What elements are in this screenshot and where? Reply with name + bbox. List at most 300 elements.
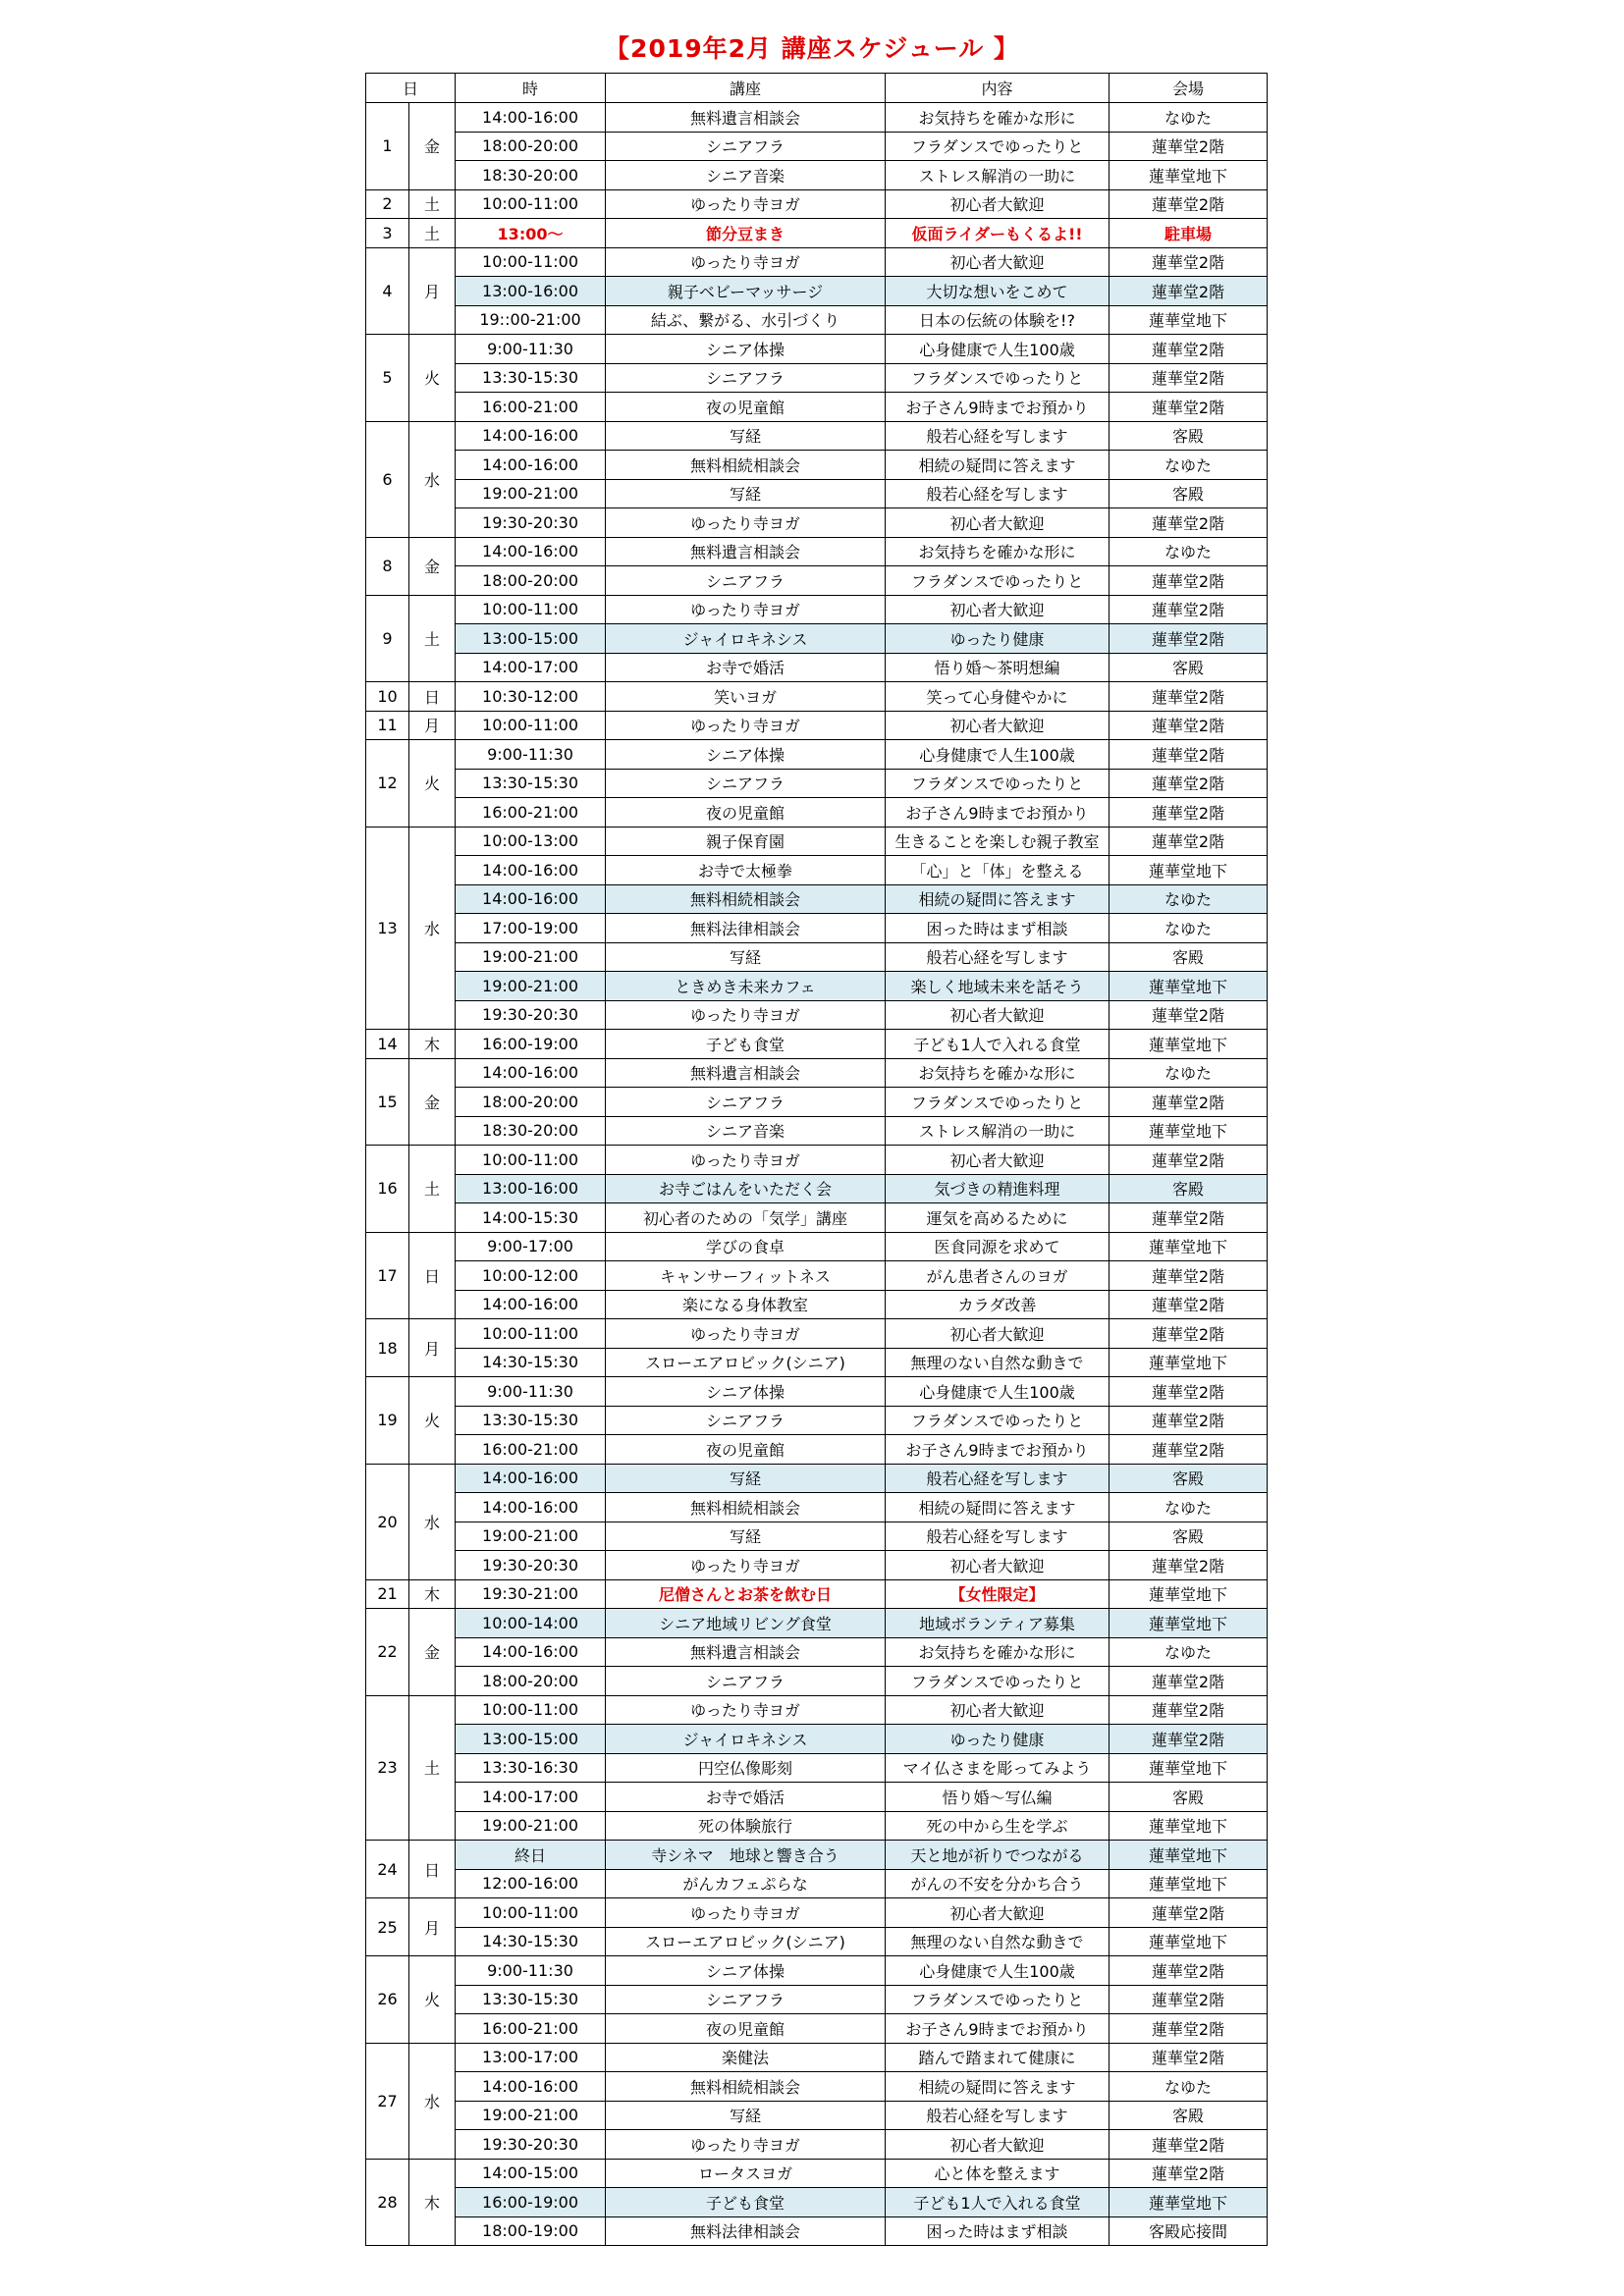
day-cell: 18 bbox=[366, 1319, 409, 1377]
content-cell: 初心者大歓迎 bbox=[886, 1551, 1110, 1580]
time-cell: 10:00-11:00 bbox=[456, 189, 606, 219]
time-cell: 16:00-21:00 bbox=[456, 393, 606, 422]
venue-cell: 蓮華堂2階 bbox=[1110, 1725, 1268, 1754]
venue-cell: 蓮華堂2階 bbox=[1110, 798, 1268, 828]
time-cell: 16:00-21:00 bbox=[456, 2014, 606, 2044]
table-row bbox=[366, 1522, 1268, 1551]
time-cell: 19:00-21:00 bbox=[456, 942, 606, 972]
venue-cell: 蓮華堂地下 bbox=[1110, 1927, 1268, 1956]
day-cell: 1 bbox=[366, 103, 409, 190]
venue-cell: 蓮華堂2階 bbox=[1110, 2159, 1268, 2188]
venue-cell: 蓮華堂2階 bbox=[1110, 827, 1268, 856]
venue-cell: 蓮華堂2階 bbox=[1110, 711, 1268, 740]
content-cell: 般若心経を写します bbox=[886, 479, 1110, 508]
course-cell: 無料法律相談会 bbox=[606, 914, 886, 943]
venue-cell: 蓮華堂地下 bbox=[1110, 1348, 1268, 1377]
time-cell: 14:30-15:30 bbox=[456, 1348, 606, 1377]
course-cell: 笑いヨガ bbox=[606, 682, 886, 712]
time-cell: 13:00-16:00 bbox=[456, 277, 606, 306]
table-row bbox=[366, 1203, 1268, 1233]
course-cell: 親子保育園 bbox=[606, 827, 886, 856]
time-cell: 9:00-17:00 bbox=[456, 1232, 606, 1261]
venue-cell: 蓮華堂地下 bbox=[1110, 1869, 1268, 1898]
content-cell: 心身健康で人生100歳 bbox=[886, 335, 1110, 364]
venue-cell: なゆた bbox=[1110, 914, 1268, 943]
table-row bbox=[366, 682, 1268, 712]
course-cell: 無料遺言相談会 bbox=[606, 537, 886, 566]
content-cell: ストレス解消の一助に bbox=[886, 1116, 1110, 1146]
day-cell: 4 bbox=[366, 247, 409, 335]
table-row bbox=[366, 711, 1268, 740]
course-cell: ゆったり寺ヨガ bbox=[606, 2130, 886, 2160]
weekday-cell: 土 bbox=[409, 219, 456, 248]
venue-cell: 蓮華堂地下 bbox=[1110, 972, 1268, 1001]
content-cell: 初心者大歓迎 bbox=[886, 1898, 1110, 1928]
day-cell: 6 bbox=[366, 421, 409, 537]
venue-cell: 蓮華堂地下 bbox=[1110, 1753, 1268, 1783]
table-row bbox=[366, 1667, 1268, 1696]
time-cell: 16:00-19:00 bbox=[456, 1030, 606, 1059]
weekday-cell: 火 bbox=[409, 335, 456, 422]
course-cell: ジャイロキネシス bbox=[606, 624, 886, 654]
weekday-cell: 土 bbox=[409, 189, 456, 219]
venue-cell: なゆた bbox=[1110, 103, 1268, 133]
time-cell: 14:00-16:00 bbox=[456, 537, 606, 566]
venue-cell: 蓮華堂2階 bbox=[1110, 1377, 1268, 1407]
table-row bbox=[366, 363, 1268, 393]
schedule-table bbox=[365, 73, 1268, 2246]
weekday-cell: 木 bbox=[409, 2159, 456, 2246]
course-cell: シニア体操 bbox=[606, 1956, 886, 1986]
course-cell: 写経 bbox=[606, 479, 886, 508]
weekday-cell: 金 bbox=[409, 1058, 456, 1146]
table-row bbox=[366, 566, 1268, 596]
table-row bbox=[366, 1811, 1268, 1841]
course-cell: 無料相続相談会 bbox=[606, 451, 886, 480]
time-cell: 13:30-15:30 bbox=[456, 1406, 606, 1435]
table-row bbox=[366, 1609, 1268, 1638]
content-cell: お子さん9時までお預かり bbox=[886, 798, 1110, 828]
course-cell: シニア地域リビング食堂 bbox=[606, 1609, 886, 1638]
course-cell: シニア体操 bbox=[606, 335, 886, 364]
content-cell: 相続の疑問に答えます bbox=[886, 451, 1110, 480]
venue-cell: 蓮華堂地下 bbox=[1110, 1579, 1268, 1609]
course-cell: ゆったり寺ヨガ bbox=[606, 1898, 886, 1928]
time-cell: 13:00-16:00 bbox=[456, 1174, 606, 1203]
venue-cell: 蓮華堂2階 bbox=[1110, 508, 1268, 538]
content-cell: 大切な想いをこめて bbox=[886, 277, 1110, 306]
content-cell: 「心」と「体」を整える bbox=[886, 856, 1110, 885]
content-cell: お気持ちを確かな形に bbox=[886, 1637, 1110, 1667]
venue-cell: 蓮華堂地下 bbox=[1110, 2188, 1268, 2217]
day-cell: 17 bbox=[366, 1232, 409, 1319]
weekday-cell: 水 bbox=[409, 827, 456, 1030]
venue-cell: なゆた bbox=[1110, 1493, 1268, 1522]
venue-cell: 蓮華堂2階 bbox=[1110, 1551, 1268, 1580]
table-row bbox=[366, 1030, 1268, 1059]
weekday-cell: 日 bbox=[409, 1232, 456, 1319]
weekday-cell: 日 bbox=[409, 1841, 456, 1898]
venue-cell: 蓮華堂地下 bbox=[1110, 1030, 1268, 1059]
content-cell: 相続の疑問に答えます bbox=[886, 2072, 1110, 2102]
course-cell: シニア体操 bbox=[606, 1377, 886, 1407]
course-cell: お寺で婚活 bbox=[606, 1783, 886, 1812]
content-cell: 初心者大歓迎 bbox=[886, 247, 1110, 277]
time-cell: 9:00-11:30 bbox=[456, 1377, 606, 1407]
course-cell: 無料遺言相談会 bbox=[606, 103, 886, 133]
table-row bbox=[366, 972, 1268, 1001]
venue-cell: 蓮華堂地下 bbox=[1110, 161, 1268, 190]
day-cell: 13 bbox=[366, 827, 409, 1030]
course-cell: ときめき未来カフェ bbox=[606, 972, 886, 1001]
time-cell: 10:00-11:00 bbox=[456, 711, 606, 740]
venue-cell: 蓮華堂2階 bbox=[1110, 2014, 1268, 2044]
content-cell: 初心者大歓迎 bbox=[886, 595, 1110, 624]
content-cell: 般若心経を写します bbox=[886, 2101, 1110, 2130]
schedule-body bbox=[366, 103, 1268, 2246]
table-row bbox=[366, 451, 1268, 480]
day-cell: 19 bbox=[366, 1377, 409, 1465]
course-cell: 夜の児童館 bbox=[606, 798, 886, 828]
time-cell: 10:00-12:00 bbox=[456, 1261, 606, 1291]
day-cell: 14 bbox=[366, 1030, 409, 1059]
venue-cell: 客殿 bbox=[1110, 1464, 1268, 1493]
table-row bbox=[366, 1637, 1268, 1667]
venue-cell: 駐車場 bbox=[1110, 219, 1268, 248]
course-cell: 夜の児童館 bbox=[606, 393, 886, 422]
venue-cell: 客殿 bbox=[1110, 479, 1268, 508]
table-row bbox=[366, 1695, 1268, 1725]
venue-cell: 蓮華堂2階 bbox=[1110, 740, 1268, 770]
content-cell: フラダンスでゆったりと bbox=[886, 363, 1110, 393]
time-cell: 13:00-17:00 bbox=[456, 2043, 606, 2072]
content-cell: フラダンスでゆったりと bbox=[886, 1985, 1110, 2014]
venue-cell: 蓮華堂2階 bbox=[1110, 1319, 1268, 1349]
course-cell: 寺シネマ 地球と響き合う bbox=[606, 1841, 886, 1870]
course-cell: 無料法律相談会 bbox=[606, 2216, 886, 2246]
course-cell: シニア音楽 bbox=[606, 1116, 886, 1146]
venue-cell: 蓮華堂2階 bbox=[1110, 189, 1268, 219]
table-row bbox=[366, 2043, 1268, 2072]
time-cell: 18:30-20:00 bbox=[456, 1116, 606, 1146]
content-cell: 医食同源を求めて bbox=[886, 1232, 1110, 1261]
content-cell: 般若心経を写します bbox=[886, 421, 1110, 451]
venue-cell: 蓮華堂地下 bbox=[1110, 856, 1268, 885]
time-cell: 10:00-11:00 bbox=[456, 1319, 606, 1349]
day-cell: 21 bbox=[366, 1579, 409, 1609]
table-row bbox=[366, 189, 1268, 219]
content-cell: 初心者大歓迎 bbox=[886, 1146, 1110, 1175]
table-row bbox=[366, 1174, 1268, 1203]
course-cell: スローエアロビック(シニア) bbox=[606, 1927, 886, 1956]
table-row bbox=[366, 2101, 1268, 2130]
day-cell: 20 bbox=[366, 1464, 409, 1579]
time-cell: 14:00-16:00 bbox=[456, 1493, 606, 1522]
content-cell: お子さん9時までお預かり bbox=[886, 2014, 1110, 2044]
time-cell: 19:00-21:00 bbox=[456, 2101, 606, 2130]
content-cell: 天と地が祈りでつながる bbox=[886, 1841, 1110, 1870]
weekday-cell: 日 bbox=[409, 682, 456, 712]
course-cell: 学びの食卓 bbox=[606, 1232, 886, 1261]
time-cell: 16:00-21:00 bbox=[456, 1435, 606, 1465]
course-cell: ゆったり寺ヨガ bbox=[606, 1551, 886, 1580]
course-cell: 夜の児童館 bbox=[606, 1435, 886, 1465]
time-cell: 10:00-14:00 bbox=[456, 1609, 606, 1638]
table-row bbox=[366, 2072, 1268, 2102]
venue-cell: 蓮華堂2階 bbox=[1110, 1290, 1268, 1319]
content-cell: 死の中から生を学ぶ bbox=[886, 1811, 1110, 1841]
time-cell: 19:30-20:30 bbox=[456, 2130, 606, 2160]
table-row bbox=[366, 1464, 1268, 1493]
day-cell: 10 bbox=[366, 682, 409, 712]
table-row bbox=[366, 1869, 1268, 1898]
time-cell: 13:00-15:00 bbox=[456, 1725, 606, 1754]
venue-cell: 蓮華堂2階 bbox=[1110, 1695, 1268, 1725]
content-cell: ストレス解消の一助に bbox=[886, 161, 1110, 190]
table-row bbox=[366, 479, 1268, 508]
course-cell: お寺で婚活 bbox=[606, 653, 886, 682]
weekday-cell: 水 bbox=[409, 2043, 456, 2159]
table-row bbox=[366, 856, 1268, 885]
weekday-cell: 月 bbox=[409, 1898, 456, 1956]
header-content: 内容 bbox=[886, 74, 1110, 103]
time-cell: 16:00-21:00 bbox=[456, 798, 606, 828]
time-cell: 16:00-19:00 bbox=[456, 2188, 606, 2217]
venue-cell: 蓮華堂2階 bbox=[1110, 1985, 1268, 2014]
time-cell: 19:30-20:30 bbox=[456, 1551, 606, 1580]
time-cell: 14:00-16:00 bbox=[456, 1058, 606, 1088]
course-cell: シニアフラ bbox=[606, 1985, 886, 2014]
venue-cell: 蓮華堂2階 bbox=[1110, 2130, 1268, 2160]
weekday-cell: 金 bbox=[409, 1609, 456, 1696]
time-cell: 13:00-15:00 bbox=[456, 624, 606, 654]
day-cell: 8 bbox=[366, 537, 409, 595]
course-cell: 尼僧さんとお茶を飲む日 bbox=[606, 1579, 886, 1609]
content-cell: お子さん9時までお預かり bbox=[886, 1435, 1110, 1465]
time-cell: 18:00-20:00 bbox=[456, 566, 606, 596]
weekday-cell: 金 bbox=[409, 537, 456, 595]
venue-cell: 蓮華堂2階 bbox=[1110, 595, 1268, 624]
course-cell: ジャイロキネシス bbox=[606, 1725, 886, 1754]
course-cell: 写経 bbox=[606, 1464, 886, 1493]
day-cell: 26 bbox=[366, 1956, 409, 2044]
venue-cell: 客殿応接間 bbox=[1110, 2216, 1268, 2246]
course-cell: 写経 bbox=[606, 942, 886, 972]
time-cell: 13:30-15:30 bbox=[456, 363, 606, 393]
content-cell: フラダンスでゆったりと bbox=[886, 566, 1110, 596]
course-cell: 親子ベビーマッサージ bbox=[606, 277, 886, 306]
content-cell: 初心者大歓迎 bbox=[886, 1319, 1110, 1349]
content-cell: 踏んで踏まれて健康に bbox=[886, 2043, 1110, 2072]
time-cell: 13:30-15:30 bbox=[456, 1985, 606, 2014]
time-cell: 18:00-20:00 bbox=[456, 132, 606, 161]
content-cell: 日本の伝統の体験を!? bbox=[886, 305, 1110, 335]
venue-cell: 蓮華堂地下 bbox=[1110, 305, 1268, 335]
venue-cell: 客殿 bbox=[1110, 2101, 1268, 2130]
time-cell: 13:30-16:30 bbox=[456, 1753, 606, 1783]
venue-cell: 客殿 bbox=[1110, 1522, 1268, 1551]
content-cell: 初心者大歓迎 bbox=[886, 711, 1110, 740]
content-cell: 相続の疑問に答えます bbox=[886, 884, 1110, 914]
course-cell: シニアフラ bbox=[606, 132, 886, 161]
venue-cell: 蓮華堂2階 bbox=[1110, 769, 1268, 798]
venue-cell: 蓮華堂地下 bbox=[1110, 1232, 1268, 1261]
weekday-cell: 木 bbox=[409, 1030, 456, 1059]
course-cell: 子ども食堂 bbox=[606, 1030, 886, 1059]
venue-cell: 蓮華堂地下 bbox=[1110, 1609, 1268, 1638]
table-row bbox=[366, 1377, 1268, 1407]
content-cell: 心身健康で人生100歳 bbox=[886, 740, 1110, 770]
table-row bbox=[366, 798, 1268, 828]
venue-cell: 客殿 bbox=[1110, 421, 1268, 451]
course-cell: 楽健法 bbox=[606, 2043, 886, 2072]
table-row bbox=[366, 1406, 1268, 1435]
content-cell: フラダンスでゆったりと bbox=[886, 1667, 1110, 1696]
time-cell: 19::00-21:00 bbox=[456, 305, 606, 335]
day-cell: 16 bbox=[366, 1146, 409, 1233]
table-row bbox=[366, 1898, 1268, 1928]
content-cell: フラダンスでゆったりと bbox=[886, 1406, 1110, 1435]
venue-cell: 蓮華堂2階 bbox=[1110, 247, 1268, 277]
time-cell: 19:30-21:00 bbox=[456, 1579, 606, 1609]
time-cell: 14:00-16:00 bbox=[456, 1464, 606, 1493]
table-row bbox=[366, 1493, 1268, 1522]
content-cell: 楽しく地域未来を話そう bbox=[886, 972, 1110, 1001]
table-row bbox=[366, 1725, 1268, 1754]
weekday-cell: 月 bbox=[409, 247, 456, 335]
course-cell: ゆったり寺ヨガ bbox=[606, 247, 886, 277]
content-cell: 心身健康で人生100歳 bbox=[886, 1956, 1110, 1986]
course-cell: 楽になる身体教室 bbox=[606, 1290, 886, 1319]
weekday-cell: 火 bbox=[409, 1956, 456, 2044]
time-cell: 9:00-11:30 bbox=[456, 1956, 606, 1986]
course-cell: 円空仏像彫刻 bbox=[606, 1753, 886, 1783]
venue-cell: なゆた bbox=[1110, 884, 1268, 914]
time-cell: 14:00-16:00 bbox=[456, 1290, 606, 1319]
time-cell: 10:00-11:00 bbox=[456, 247, 606, 277]
time-cell: 10:00-11:00 bbox=[456, 1695, 606, 1725]
venue-cell: 蓮華堂2階 bbox=[1110, 1261, 1268, 1291]
venue-cell: 蓮華堂2階 bbox=[1110, 624, 1268, 654]
content-cell: お気持ちを確かな形に bbox=[886, 537, 1110, 566]
time-cell: 13:00～ bbox=[456, 219, 606, 248]
weekday-cell: 火 bbox=[409, 740, 456, 828]
content-cell: フラダンスでゆったりと bbox=[886, 132, 1110, 161]
venue-cell: 蓮華堂地下 bbox=[1110, 1811, 1268, 1841]
time-cell: 終日 bbox=[456, 1841, 606, 1870]
content-cell: 地域ボランティア募集 bbox=[886, 1609, 1110, 1638]
time-cell: 10:30-12:00 bbox=[456, 682, 606, 712]
table-row bbox=[366, 277, 1268, 306]
venue-cell: 蓮華堂2階 bbox=[1110, 363, 1268, 393]
venue-cell: 蓮華堂2階 bbox=[1110, 335, 1268, 364]
time-cell: 10:00-11:00 bbox=[456, 1898, 606, 1928]
venue-cell: 客殿 bbox=[1110, 653, 1268, 682]
time-cell: 10:00-11:00 bbox=[456, 1146, 606, 1175]
course-cell: ゆったり寺ヨガ bbox=[606, 1319, 886, 1349]
venue-cell: 蓮華堂地下 bbox=[1110, 1841, 1268, 1870]
course-cell: ゆったり寺ヨガ bbox=[606, 1146, 886, 1175]
table-row bbox=[366, 305, 1268, 335]
table-row bbox=[366, 942, 1268, 972]
time-cell: 14:00-16:00 bbox=[456, 2072, 606, 2102]
content-cell: 相続の疑問に答えます bbox=[886, 1493, 1110, 1522]
course-cell: シニアフラ bbox=[606, 363, 886, 393]
table-row bbox=[366, 1058, 1268, 1088]
course-cell: がんカフェぷらな bbox=[606, 1869, 886, 1898]
table-row bbox=[366, 421, 1268, 451]
table-row bbox=[366, 1319, 1268, 1349]
time-cell: 19:30-20:30 bbox=[456, 1000, 606, 1030]
content-cell: カラダ改善 bbox=[886, 1290, 1110, 1319]
course-cell: シニアフラ bbox=[606, 1667, 886, 1696]
weekday-cell: 木 bbox=[409, 1579, 456, 1609]
time-cell: 18:30-20:00 bbox=[456, 161, 606, 190]
content-cell: お子さん9時までお預かり bbox=[886, 393, 1110, 422]
venue-cell: 客殿 bbox=[1110, 1174, 1268, 1203]
table-row bbox=[366, 1146, 1268, 1175]
course-cell: 無料相続相談会 bbox=[606, 2072, 886, 2102]
course-cell: シニア体操 bbox=[606, 740, 886, 770]
venue-cell: 蓮華堂地下 bbox=[1110, 1116, 1268, 1146]
content-cell: 般若心経を写します bbox=[886, 1522, 1110, 1551]
venue-cell: 蓮華堂2階 bbox=[1110, 393, 1268, 422]
table-row bbox=[366, 2216, 1268, 2246]
course-cell: シニアフラ bbox=[606, 769, 886, 798]
venue-cell: 蓮華堂2階 bbox=[1110, 277, 1268, 306]
content-cell: フラダンスでゆったりと bbox=[886, 1088, 1110, 1117]
course-cell: シニアフラ bbox=[606, 1406, 886, 1435]
table-row bbox=[366, 1261, 1268, 1291]
day-cell: 28 bbox=[366, 2159, 409, 2246]
time-cell: 19:00-21:00 bbox=[456, 972, 606, 1001]
content-cell: お気持ちを確かな形に bbox=[886, 1058, 1110, 1088]
table-row bbox=[366, 1783, 1268, 1812]
table-row bbox=[366, 1551, 1268, 1580]
content-cell: 般若心経を写します bbox=[886, 1464, 1110, 1493]
venue-cell: 蓮華堂2階 bbox=[1110, 1088, 1268, 1117]
weekday-cell: 水 bbox=[409, 1464, 456, 1579]
venue-cell: 蓮華堂2階 bbox=[1110, 1406, 1268, 1435]
content-cell: 【女性限定】 bbox=[886, 1579, 1110, 1609]
course-cell: 初心者のための「気学」講座 bbox=[606, 1203, 886, 1233]
table-row bbox=[366, 827, 1268, 856]
course-cell: シニアフラ bbox=[606, 566, 886, 596]
course-cell: 死の体験旅行 bbox=[606, 1811, 886, 1841]
day-cell: 5 bbox=[366, 335, 409, 422]
venue-cell: なゆた bbox=[1110, 1637, 1268, 1667]
time-cell: 14:00-16:00 bbox=[456, 856, 606, 885]
table-row bbox=[366, 624, 1268, 654]
page-title: 【2019年2月 講座スケジュール 】 bbox=[605, 34, 1019, 63]
time-cell: 18:00-20:00 bbox=[456, 1088, 606, 1117]
time-cell: 19:00-21:00 bbox=[456, 1522, 606, 1551]
header-row bbox=[366, 74, 1268, 103]
venue-cell: なゆた bbox=[1110, 2072, 1268, 2102]
course-cell: スローエアロビック(シニア) bbox=[606, 1348, 886, 1377]
time-cell: 14:00-16:00 bbox=[456, 1637, 606, 1667]
header-date: 日 bbox=[366, 74, 456, 103]
table-row bbox=[366, 740, 1268, 770]
venue-cell: 蓮華堂2階 bbox=[1110, 1898, 1268, 1928]
day-cell: 9 bbox=[366, 595, 409, 682]
course-cell: ゆったり寺ヨガ bbox=[606, 508, 886, 538]
content-cell: がんの不安を分かち合う bbox=[886, 1869, 1110, 1898]
content-cell: 心と体を整えます bbox=[886, 2159, 1110, 2188]
time-cell: 14:00-16:00 bbox=[456, 884, 606, 914]
time-cell: 9:00-11:30 bbox=[456, 740, 606, 770]
weekday-cell: 土 bbox=[409, 1695, 456, 1841]
